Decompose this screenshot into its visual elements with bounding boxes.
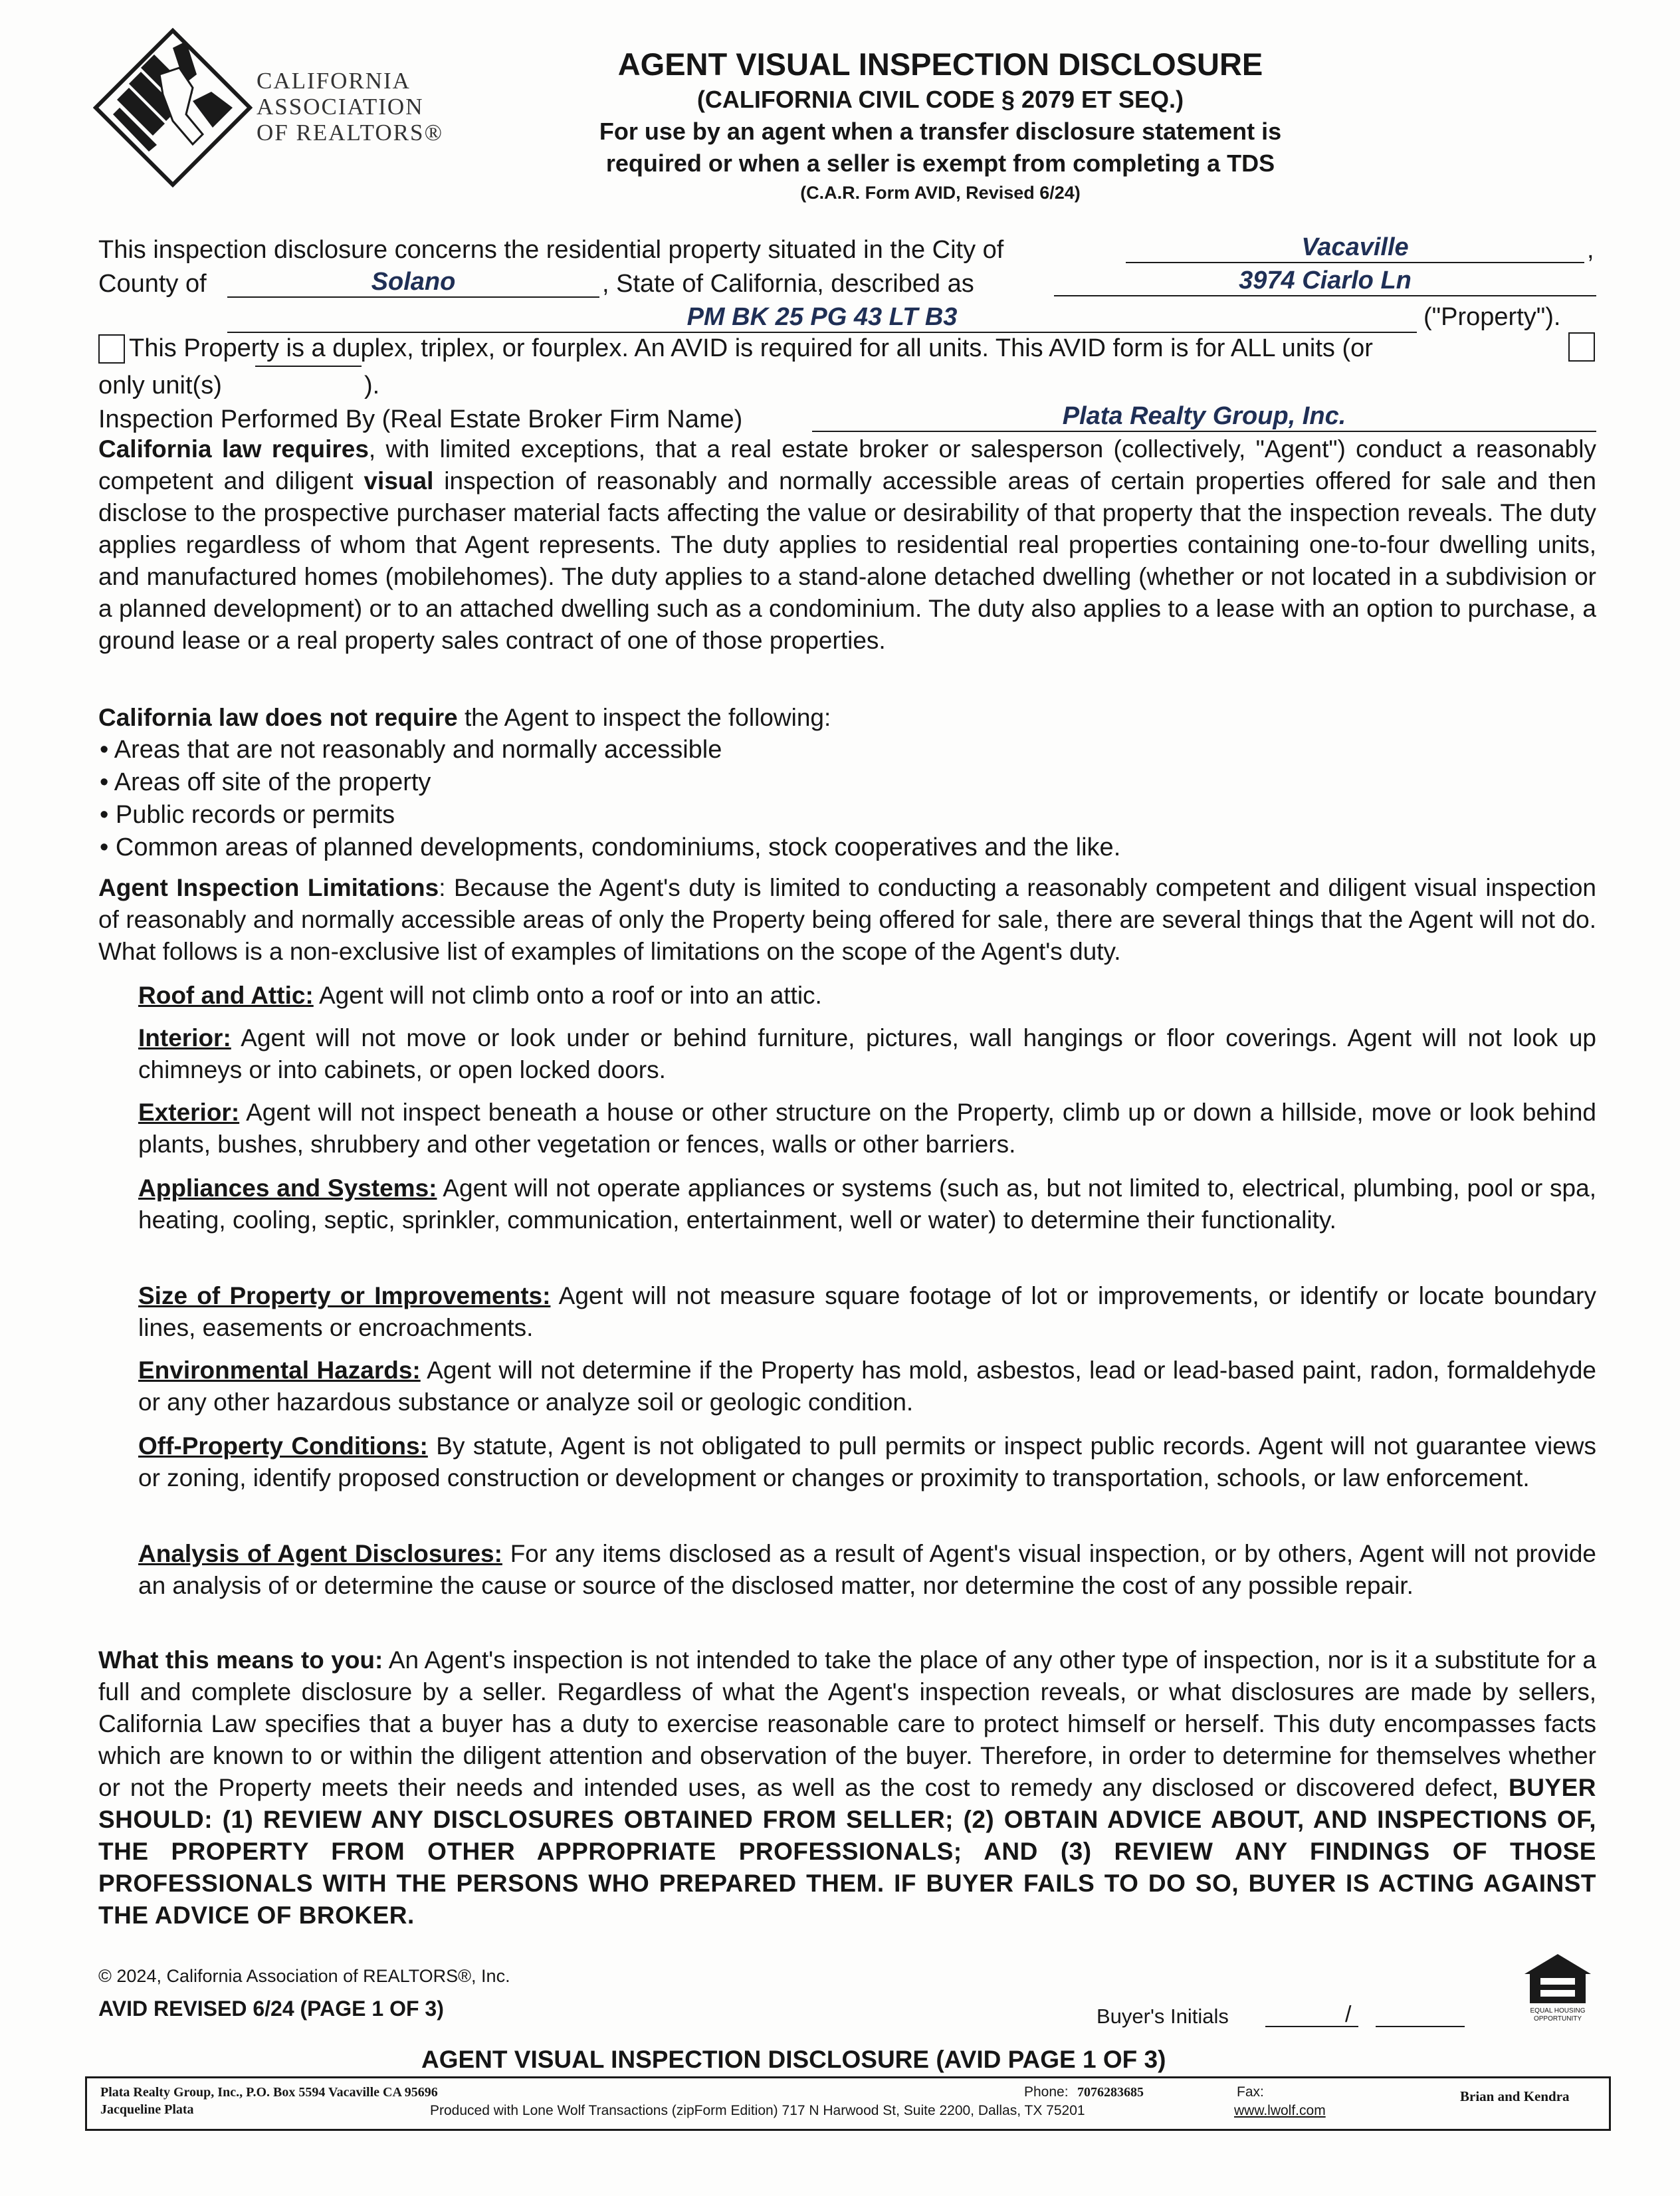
not-required-list <box>100 734 1120 864</box>
limitation-interior: Interior: Agent will not move or look under or behind furniture, pictures, wall hangings or floor coverings. Agent will not look up chimneys or into cabinets, or open locked doors. <box>138 1024 1596 1083</box>
equal-housing-text: EQUAL HOUSING OPPORTUNITY <box>1530 2007 1586 2023</box>
property-suffix: ("Property"). <box>1423 303 1561 331</box>
initials-field-1[interactable] <box>1265 2001 1358 2027</box>
broker-info-box <box>85 2076 1611 2131</box>
limitations-lead: Agent Inspection Limitations <box>98 874 439 901</box>
organization-name <box>257 68 443 146</box>
client-name: Brian and Kendra <box>1460 2088 1570 2104</box>
use-line-1: For use by an agent when a transfer disclosure statement is <box>599 118 1282 145</box>
org-line-1: CALIFORNIA <box>257 68 411 94</box>
units-label: only unit(s) <box>98 372 222 399</box>
units-suffix: ). <box>364 372 380 399</box>
broker-address: Plata Realty Group, Inc., P.O. Box 5594 Vacaville CA 95696 <box>100 2085 438 2100</box>
law-not-require-lead: California law does not require <box>98 704 458 731</box>
limitation-exterior: Exterior: Agent will not inspect beneath a house or other structure on the Property, climb up or down a hillside, move or look behind plants, bushes, shrubbery and other vegetation or fences, walls or other barriers. <box>138 1099 1596 1158</box>
duplex-checkbox[interactable] <box>98 334 125 364</box>
state-label: , State of California, described as <box>602 270 974 298</box>
law-not-require-paragraph <box>98 702 1596 734</box>
phone-label: Phone: <box>1024 2084 1069 2100</box>
document-subtitle: (CALIFORNIA CIVIL CODE § 2079 ET SEQ.) <box>696 86 1184 113</box>
limitations-paragraph <box>98 872 1596 968</box>
county-field[interactable]: Solano <box>227 267 599 298</box>
law-requires-paragraph <box>98 433 1596 657</box>
means-caps: BUYER SHOULD: (1) REVIEW ANY DISCLOSURES OBTAINED FROM SELLER; (2) OBTAIN ADVICE ABOUT, AND INSPECTIONS OF, THE PROPERTY FROM OTHER APPROPRIATE PROFESSIONALS; AND (3) REVIEW ANY FINDINGS OF THOSE PROFESSIONALS WITH THE PERSONS WHO PREPARED THEM. IF BUYER FAILS TO DO SO, BUYER IS ACTING AGAINST THE ADVICE OF BROKER. <box>98 1774 1596 1929</box>
limitation-environmental-hazards: Environmental Hazards: Agent will not determine if the Property has mold, asbestos, lead or lead-based paint, radon, formaldehyde or any other hazardous substance or analyze soil or geologic condition. <box>138 1357 1596 1416</box>
limitation-appliances-systems: Appliances and Systems: Agent will not operate appliances or systems (such as, but not limited to, electrical, plumbing, pool or spa, heating, cooling, septic, sprinkler, communication, entertainment, well or water) to determine their functionality. <box>138 1174 1596 1234</box>
equal-housing-icon <box>1517 1951 1599 2005</box>
list-item: • Public records or permits <box>100 801 395 829</box>
law-not-require-text: the Agent to inspect the following: <box>457 704 831 731</box>
means-text: An Agent's inspection is not intended to take the place of any other type of inspection, nor is it a substitute for a full and complete disclosure by a seller. Regardless of what the Agent's inspection reveals, or what disclosures are made by sellers, California Law specifies that a buyer has a duty to exercise reasonable care to protect himself or herself. This duty encompasses facts which are known to or within the diligent attention and observation of the buyer. Therefore, in order to determine for themselves whether or not the Property meets their needs and intended uses, as well as the cost to remedy any disclosed or discovered defect, <box>98 1646 1597 1801</box>
city-field[interactable]: Vacaville <box>1126 233 1584 263</box>
list-item: • Areas that are not reasonably and normally accessible <box>100 736 722 764</box>
city-comma: , <box>1587 236 1594 264</box>
car-logo-icon <box>93 28 253 187</box>
use-line-2: required or when a seller is exempt from completing a TDS <box>605 150 1275 177</box>
limitation-off-property: Off-Property Conditions: By statute, Agent is not obligated to pull permits or inspect public records. Agent will not guarantee views or zoning, identify proposed construction or development or changes or proximity to transportation, schools, or law enforcement. <box>138 1432 1596 1491</box>
property-intro: This inspection disclosure concerns the residential property situated in the City of <box>98 236 1004 264</box>
legal-description-field[interactable]: PM BK 25 PG 43 LT B3 <box>227 302 1417 333</box>
limitation-analysis: Analysis of Agent Disclosures: For any items disclosed as a result of Agent's visual inspection, or by others, Agent will not provide an analysis of or determine the cause or source of the disclosed matter, nor determine the cost of any possible repair. <box>138 1540 1596 1599</box>
limitations-text: : Because the Agent's duty is limited to conducting a reasonably competent and diligent visual inspection of reasonably and normally accessible areas of only the Property being offered for sale, there are several things that the Agent will not do. What follows is a non-exclusive list of examples of limitations on the scope of the Agent's duty. <box>98 874 1596 965</box>
duplex-text: This Property is a duplex, triplex, or fourplex. An AVID is required for all units. This AVID form is for ALL units (or <box>129 334 1373 362</box>
list-item: • Common areas of planned developments, condominiums, stock cooperatives and the like. <box>100 833 1121 861</box>
list-item: • Areas off site of the property <box>100 768 431 796</box>
means-lead: What this means to you: <box>98 1646 383 1674</box>
county-label: County of <box>98 270 207 298</box>
units-field[interactable] <box>255 366 362 367</box>
law-requires-text-a: , with limited exceptions, that a real estate broker or salesperson (collectively, "Agent") conduct a reasonably competent and diligent <box>98 435 1596 494</box>
org-line-2: ASSOCIATION <box>257 94 424 120</box>
produced-with: Produced with Lone Wolf Transactions (zipForm Edition) 717 N Harwood St, Suite 2200, Dallas, TX 75201 <box>430 2103 1085 2118</box>
inspector-field[interactable]: Plata Realty Group, Inc. <box>812 401 1596 432</box>
fax-label: Fax: <box>1237 2084 1264 2100</box>
page-footer-title: AGENT VISUAL INSPECTION DISCLOSURE (AVID PAGE 1 OF 3) <box>421 2046 1166 2073</box>
law-requires-text-b: inspection of reasonably and normally accessible areas of certain properties offered for sale and then disclose to the prospective purchaser material facts affecting the value or desirability of that property that the inspection reveals. The duty applies regardless of whom that Agent represents. The duty applies to residential real properties containing one-to-four dwelling units, and manufactured homes (mobilehomes). The duty applies to a stand-alone detached dwelling (whether or not located in a subdivision or a planned development) or to an attached dwelling such as a condominium. The duty also applies to a lease with an option to purchase, a ground lease or a real property sales contract of one of those properties. <box>98 467 1596 654</box>
address-field[interactable]: 3974 Ciarlo Ln <box>1054 266 1596 296</box>
all-units-checkbox[interactable] <box>1568 332 1595 362</box>
inspector-label: Inspection Performed By (Real Estate Broker Firm Name) <box>98 405 743 433</box>
means-paragraph <box>98 1644 1596 1931</box>
law-requires-lead: California law requires <box>98 435 369 463</box>
limitation-roof-attic: Roof and Attic: Agent will not climb onto a roof or into an attic. <box>138 982 822 1009</box>
initials-field-2[interactable] <box>1376 2001 1465 2027</box>
initials-separator: / <box>1345 2002 1352 2027</box>
revised-line: AVID REVISED 6/24 (PAGE 1 OF 3) <box>98 1997 444 2021</box>
copyright: © 2024, California Association of REALTORS®, Inc. <box>98 1966 510 1986</box>
lwolf-link[interactable]: www.lwolf.com <box>1234 2103 1326 2118</box>
form-id: (C.A.R. Form AVID, Revised 6/24) <box>800 183 1081 203</box>
org-line-3: OF REALTORS® <box>257 120 444 146</box>
limitation-size-of-property: Size of Property or Improvements: Agent will not measure square footage of lot or improvements, or identify or locate boundary lines, easements or encroachments. <box>138 1282 1597 1341</box>
title-block <box>505 45 1376 206</box>
document-title: AGENT VISUAL INSPECTION DISCLOSURE <box>617 47 1263 82</box>
initials-label: Buyer's Initials <box>1097 2005 1229 2028</box>
phone-number: 7076283685 <box>1077 2085 1144 2100</box>
broker-agent: Jacqueline Plata <box>100 2102 194 2117</box>
law-requires-visual: visual <box>364 467 434 494</box>
